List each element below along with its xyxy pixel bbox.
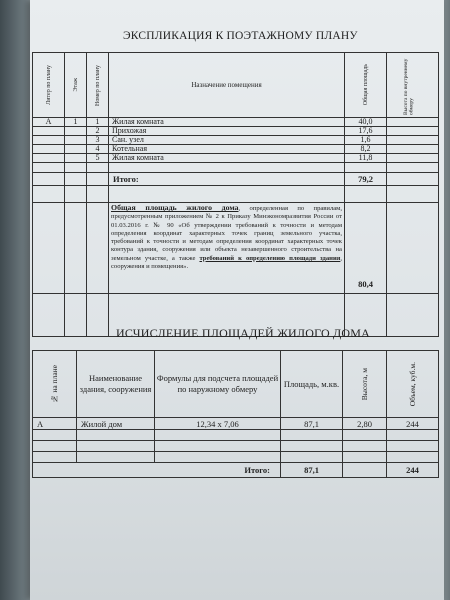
table-row xyxy=(33,418,439,430)
cell-height xyxy=(387,154,439,163)
explication-total-row xyxy=(33,173,439,186)
cell-name: Сан. узел xyxy=(109,136,345,145)
cell-height xyxy=(387,136,439,145)
cell-num: 2 xyxy=(87,127,109,136)
empty-row xyxy=(33,441,439,452)
living-area-lead: Общая площадь жилого дома xyxy=(111,203,239,212)
header-height: Высота, м xyxy=(343,351,387,418)
cell-litera xyxy=(33,127,65,136)
living-area-value: 80,4 xyxy=(345,203,387,294)
table-row xyxy=(33,154,439,163)
explication-title: ЭКСПЛИКАЦИЯ К ПОЭТАЖНОМУ ПЛАНУ xyxy=(123,30,358,42)
header-num: Номер по плану xyxy=(87,53,109,118)
cell-height xyxy=(387,127,439,136)
header-building: Наименование здания, сооружения xyxy=(77,351,155,418)
empty-row xyxy=(33,186,439,203)
cell-floor xyxy=(65,145,87,154)
table-row xyxy=(33,145,439,154)
living-area-text xyxy=(109,203,345,294)
cell-plan-no: А xyxy=(33,418,77,430)
header-height: Высота по внутреннему обмеру xyxy=(387,53,439,118)
header-area: Общая площадь xyxy=(345,53,387,118)
cell-building: Жилой дом xyxy=(77,418,155,430)
cell-name: Прихожая xyxy=(109,127,345,136)
cell-height: 2,80 xyxy=(343,418,387,430)
total-label: Итого: xyxy=(109,173,345,186)
cell-litera xyxy=(33,136,65,145)
calculation-total-row xyxy=(33,463,439,478)
cell-floor: 1 xyxy=(65,118,87,127)
cell-litera: А xyxy=(33,118,65,127)
calculation-table xyxy=(32,350,439,478)
cell-num: 5 xyxy=(87,154,109,163)
living-area-body: , определенная по правилам, предусмотренным приложением № 2 к Приказу Минэкономразвития России от 01.03.2016 г. № 90 «Об утверждении требований к точности и методам определения координат характерных точек границ земельного участка, требований к точности и методам определения координат характерных точек контура здания, сооружения или объекта незавершенного строительства на земельном участке, а также xyxy=(111,205,342,262)
empty-row xyxy=(33,163,439,173)
cell-area: 87,1 xyxy=(281,418,343,430)
table-row xyxy=(33,118,439,127)
cell-litera xyxy=(33,145,65,154)
cell-area: 40,0 xyxy=(345,118,387,127)
calc-total-volume: 244 xyxy=(387,463,439,478)
total-value: 79,2 xyxy=(345,173,387,186)
cell-height xyxy=(387,145,439,154)
empty-row xyxy=(33,452,439,463)
header-purpose: Назначение помещения xyxy=(109,53,345,118)
calculation-title: ИСЧИСЛЕНИЕ ПЛОЩАДЕЙ ЖИЛОГО ДОМА xyxy=(116,326,371,340)
cell-name: Жилая комната xyxy=(109,118,345,127)
cell-floor xyxy=(65,136,87,145)
cell-num: 3 xyxy=(87,136,109,145)
cell-floor xyxy=(65,127,87,136)
empty-row xyxy=(33,430,439,441)
cell-litera xyxy=(33,154,65,163)
living-area-tail: , сооружения и помещения». xyxy=(111,254,342,271)
living-area-bold-tail: требований к определению площади здания xyxy=(199,254,341,262)
cell-formula: 12,34 х 7,06 xyxy=(155,418,281,430)
table-row xyxy=(33,127,439,136)
header-formula: Формулы для подсчета площадей по наружному обмеру xyxy=(155,351,281,418)
cell-area: 1,6 xyxy=(345,136,387,145)
header-floor: Этаж xyxy=(65,53,87,118)
header-area: Площадь, м.кв. xyxy=(281,351,343,418)
living-area-row xyxy=(33,203,439,294)
cell-num: 1 xyxy=(87,118,109,127)
explication-table xyxy=(32,52,439,337)
explication-header-row xyxy=(33,53,439,118)
cell-area: 17,6 xyxy=(345,127,387,136)
cell-floor xyxy=(65,154,87,163)
header-volume: Объем, куб.м. xyxy=(387,351,439,418)
header-plan-no: № на плане xyxy=(33,351,77,418)
cell-volume: 244 xyxy=(387,418,439,430)
table-row xyxy=(33,136,439,145)
cell-name: Котельная xyxy=(109,145,345,154)
cell-area: 8,2 xyxy=(345,145,387,154)
header-litera: Литер по плану xyxy=(33,53,65,118)
cell-height xyxy=(387,118,439,127)
cell-num: 4 xyxy=(87,145,109,154)
cell-name: Жилая комната xyxy=(109,154,345,163)
calculation-header-row xyxy=(33,351,439,418)
calc-total-area: 87,1 xyxy=(281,463,343,478)
cell-area: 11,8 xyxy=(345,154,387,163)
calc-total-label: Итого: xyxy=(33,463,281,478)
document-page xyxy=(30,0,444,600)
